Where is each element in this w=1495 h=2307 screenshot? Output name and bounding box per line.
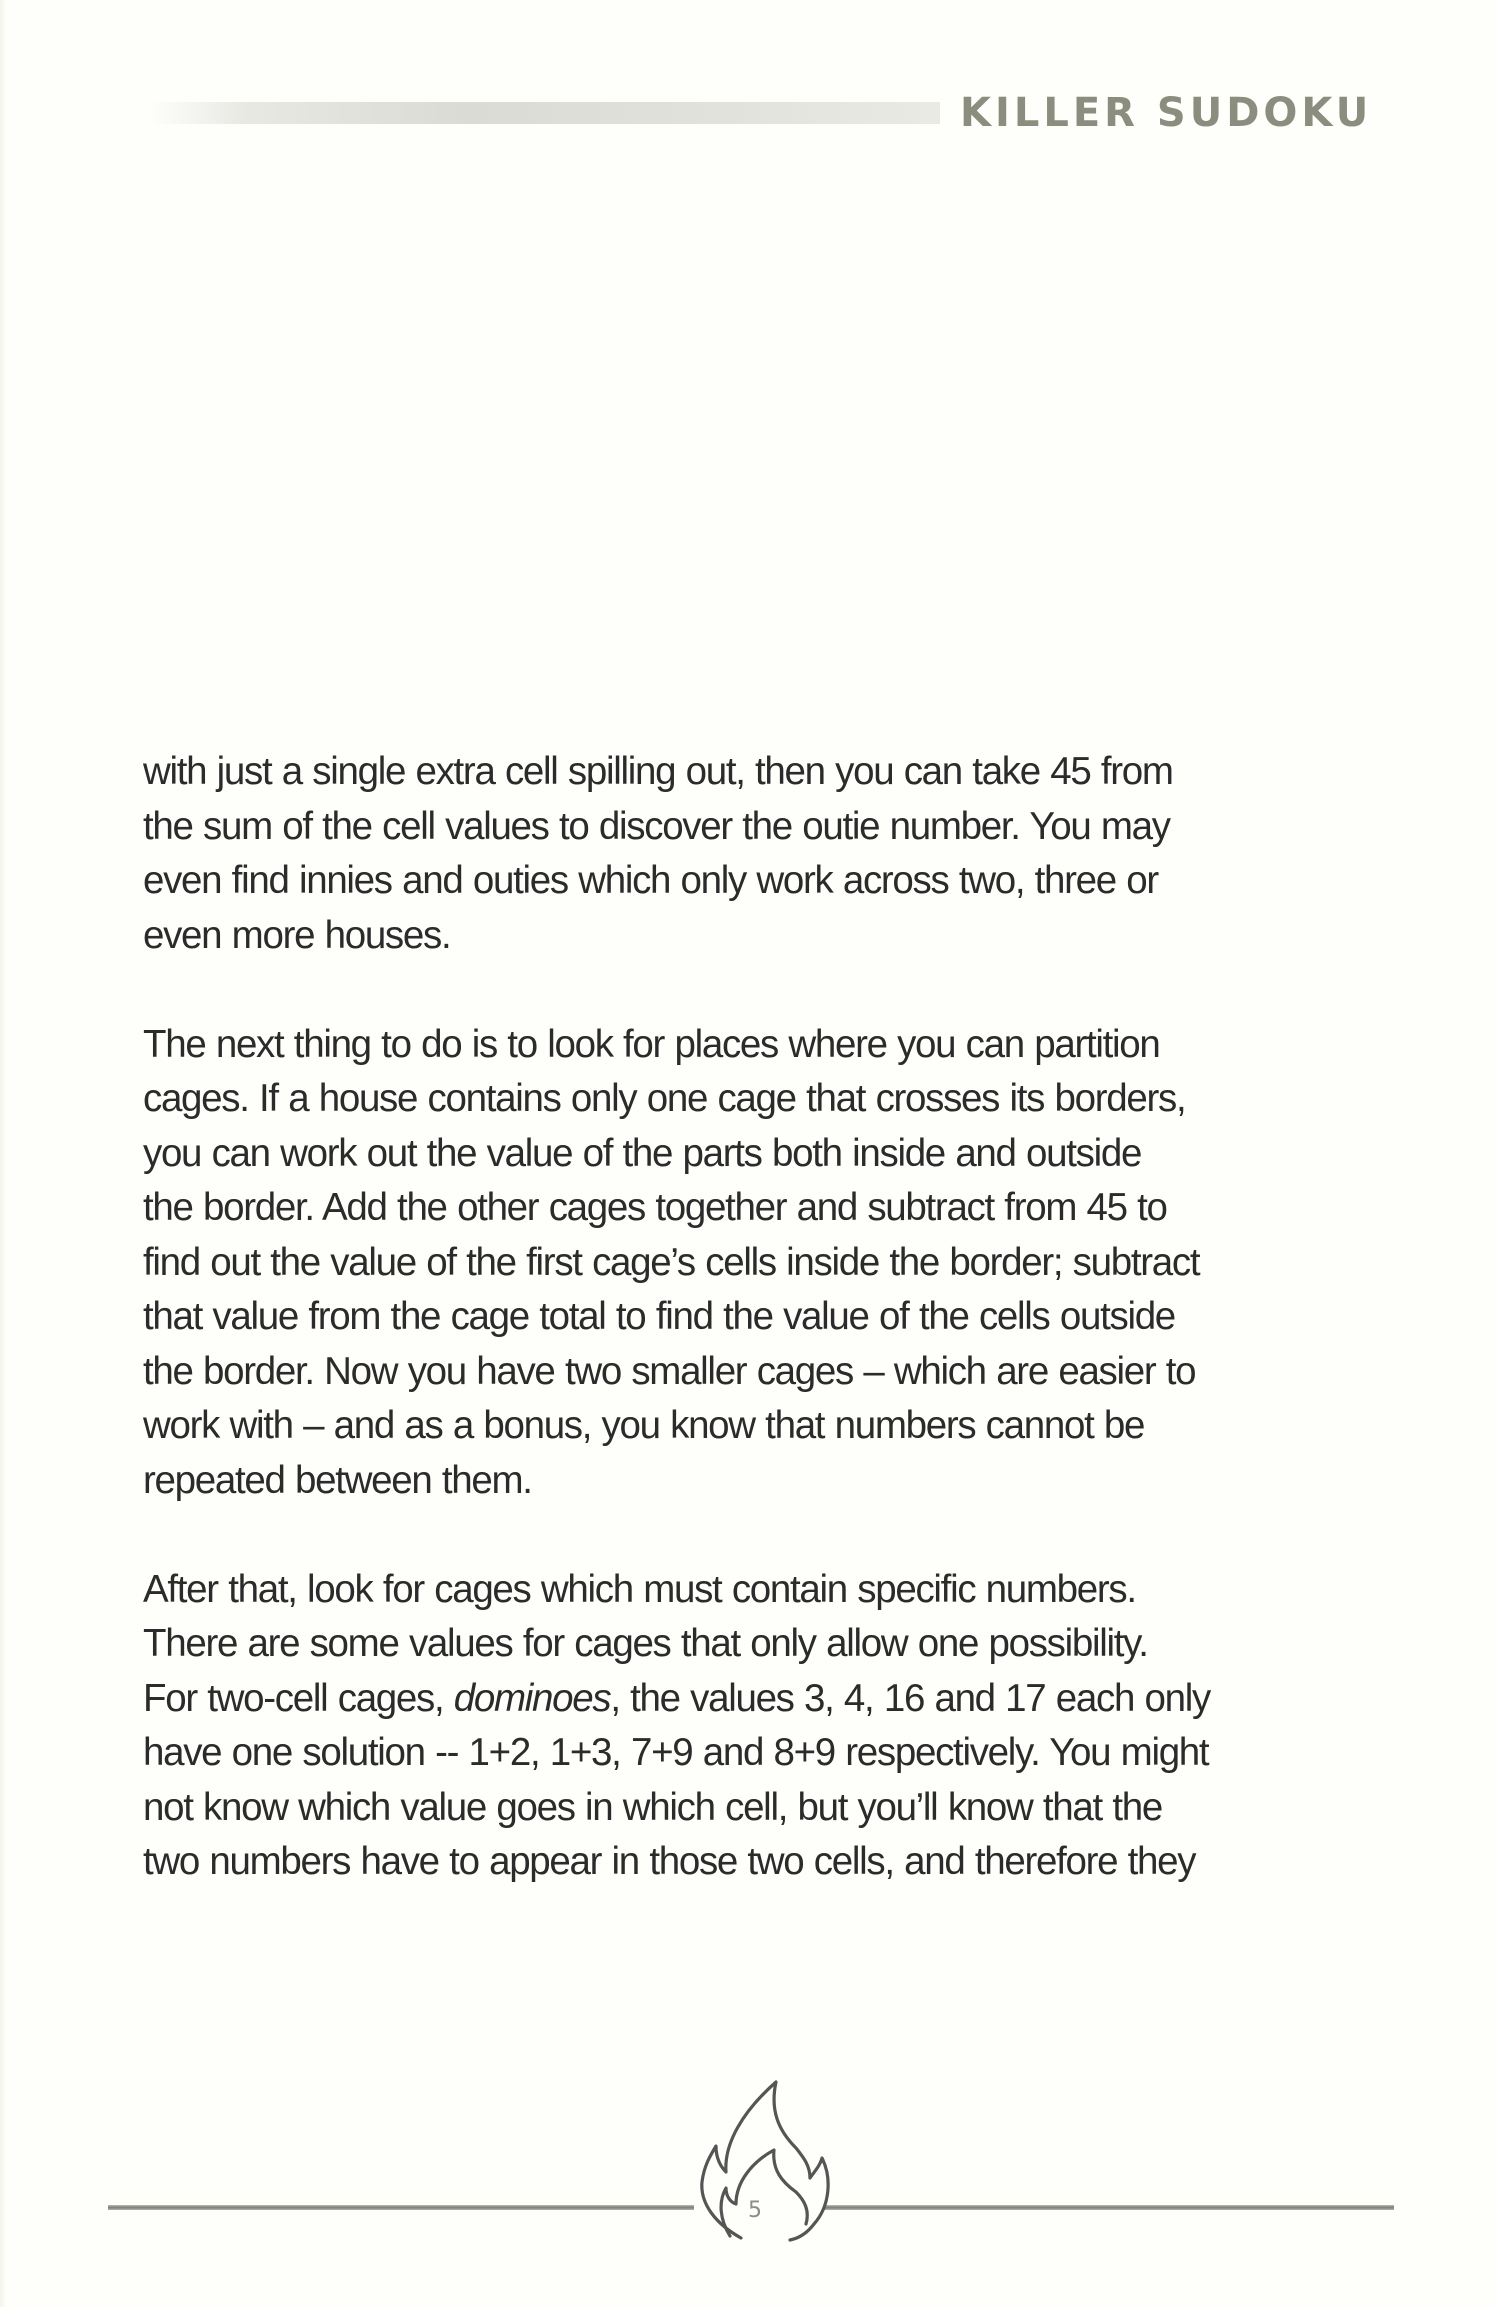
text-line: even more houses. [143, 913, 451, 957]
header-decorative-band [150, 102, 940, 124]
text-line: repeated between them. [143, 1458, 532, 1502]
page-number: 5 [748, 2198, 762, 2223]
text-segment: For two-cell cages, [143, 1676, 454, 1720]
text-line: After that, look for cages which must contain specific numbers. [143, 1567, 1136, 1611]
page-edge [0, 0, 6, 2307]
text-line: that value from the cage total to find the value of the cells outside [143, 1295, 1175, 1338]
body-text [143, 745, 1358, 1944]
text-line: with just a single extra cell spilling out, then you can take 45 from [143, 750, 1173, 793]
text-line: not know which value goes in which cell, but you’ll know that the [143, 1785, 1162, 1829]
text-segment: , the values 3, 4, 16 and 17 each only [610, 1676, 1210, 1720]
text-line: There are some values for cages that only allow one possibility. [143, 1622, 1148, 1665]
footer-rule-left [108, 2205, 694, 2210]
text-line: the border. Add the other cages together and subtract from 45 to [143, 1186, 1167, 1229]
footer-rule-right [824, 2205, 1394, 2210]
paragraph-innies-outies [143, 745, 1358, 963]
italic-term-dominoes: dominoes [453, 1676, 611, 1720]
paragraph-specific-numbers [143, 1563, 1358, 1890]
text-line: you can work out the value of the parts both inside and outside [143, 1131, 1142, 1175]
text-line: find out the value of the first cage’s cells inside the border; subtract [143, 1240, 1200, 1284]
running-title: KILLER SUDOKU [960, 90, 1373, 136]
paragraph-partition-cages [143, 1018, 1358, 1509]
text-line: the sum of the cell values to discover the outie number. You may [143, 804, 1170, 848]
text-line-with-italic [143, 1672, 1358, 1727]
text-line: cages. If a house contains only one cage that crosses its borders, [143, 1077, 1186, 1120]
text-line: two numbers have to appear in those two cells, and therefore they [143, 1840, 1196, 1883]
text-line: even find innies and outies which only work across two, three or [143, 859, 1158, 902]
text-line: The next thing to do is to look for places where you can partition [143, 1022, 1160, 1066]
text-line: work with – and as a bonus, you know that numbers cannot be [143, 1404, 1145, 1447]
text-line: have one solution -- 1+2, 1+3, 7+9 and 8+9 respectively. You might [143, 1731, 1209, 1774]
text-line: the border. Now you have two smaller cages – which are easier to [143, 1349, 1196, 1393]
